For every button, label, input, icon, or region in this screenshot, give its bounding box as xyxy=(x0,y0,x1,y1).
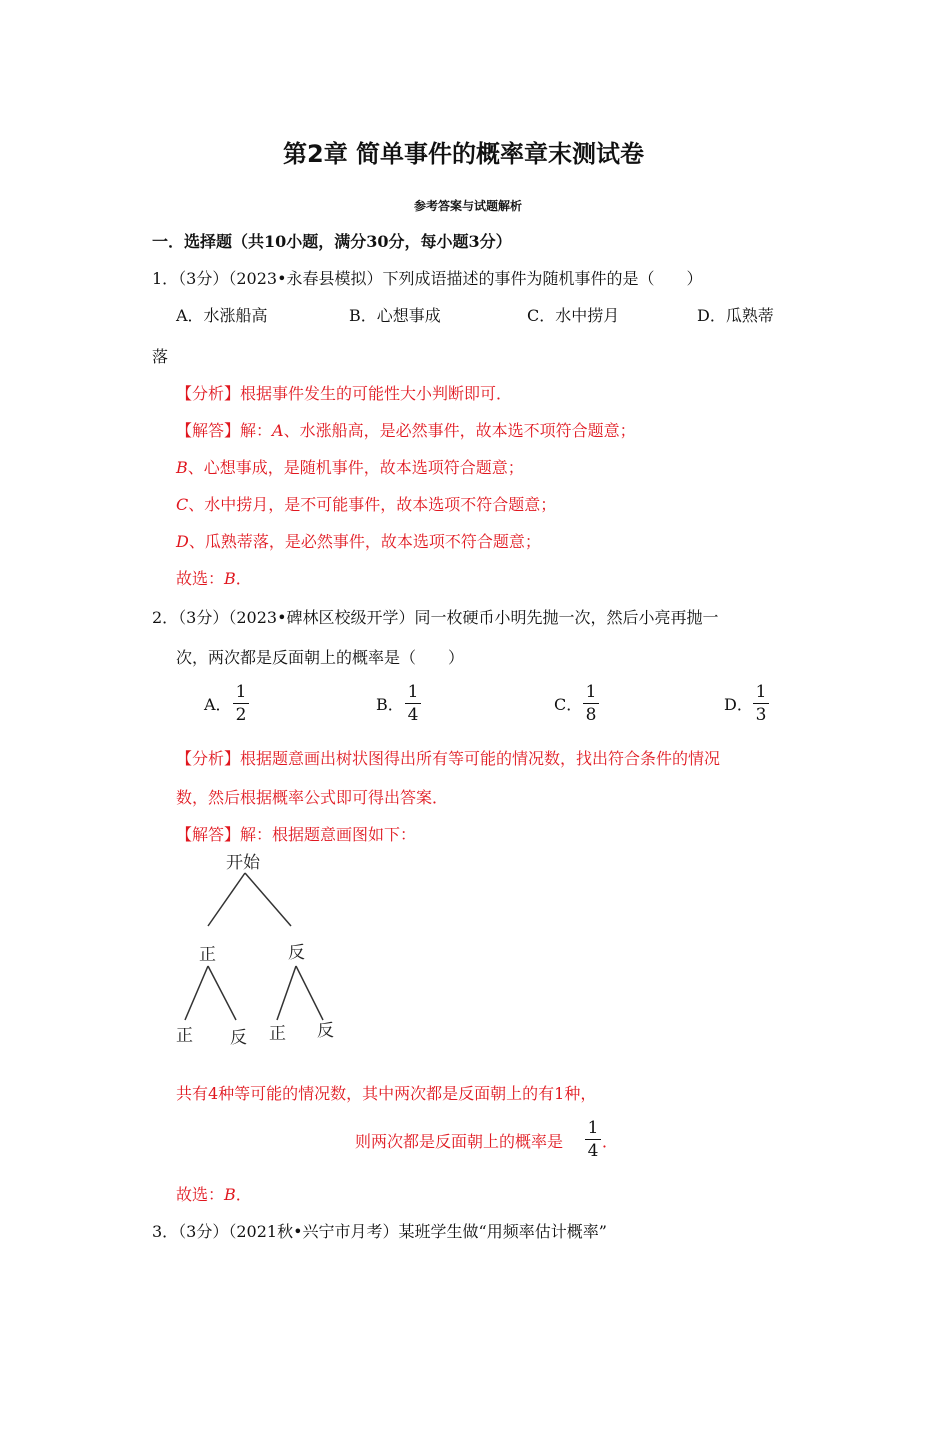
q2-choose xyxy=(176,1182,252,1205)
q2-probability-denominator: 4 xyxy=(587,1141,599,1161)
tree-branch xyxy=(208,966,236,1020)
q2-probability-numerator: 1 xyxy=(587,1118,599,1138)
q1-answer-b xyxy=(176,455,524,478)
q2-choose-label: 故选： xyxy=(176,1185,225,1204)
page-subtitle: 参考答案与试题解析 xyxy=(414,199,523,213)
tree-leaf-rl: 正 xyxy=(269,1024,286,1044)
q2-choose-letter: B xyxy=(224,1185,236,1204)
q2-option-d-fraction xyxy=(752,682,770,725)
q1-answer-d xyxy=(176,529,541,552)
q1-option-b: B．心想事成 xyxy=(349,306,441,325)
q2-option-c-numerator: 1 xyxy=(585,682,597,702)
q1-answer-a-letter: A xyxy=(272,421,284,440)
q1-answer-d-text: 、瓜熟蒂落，是必然事件，故本选项不符合题意； xyxy=(188,532,541,551)
q1-option-a: A．水涨船高 xyxy=(176,306,268,325)
tree-branch xyxy=(296,966,323,1020)
tree-root: 开始 xyxy=(226,853,260,873)
tree-branch xyxy=(208,873,245,926)
q1-answer-c-text: 、水中捞月，是不可能事件，故本选项不符合题意； xyxy=(188,495,557,514)
q2-option-a-label: A． xyxy=(204,695,232,714)
q2-option-d-denominator: 3 xyxy=(755,705,767,725)
q2-option-a-fraction xyxy=(232,682,250,725)
q1-answer-c xyxy=(176,492,556,515)
q2-option-a-denominator: 2 xyxy=(235,705,247,725)
q1-answer-a-text: 、水涨船高，是必然事件，故本选不项符合题意； xyxy=(283,421,636,440)
section-heading: 一．选择题（共10小题，满分30分，每小题3分） xyxy=(152,232,512,251)
q1-answer-b-letter: B xyxy=(176,458,188,477)
tree-leaf-lr: 反 xyxy=(230,1028,247,1048)
q2-probability-fraction xyxy=(584,1118,602,1161)
q1-answer-a xyxy=(176,418,636,441)
q2-answer-line: 【解答】解：根据题意画图如下： xyxy=(176,825,417,844)
q2-option-b-denominator: 4 xyxy=(407,705,419,725)
tree-node-right: 反 xyxy=(288,943,305,963)
q1-stem: 1．（3分）（2023•永春县模拟）下列成语描述的事件为随机事件的是（ ） xyxy=(152,269,703,288)
q1-answer-c-letter: C xyxy=(176,495,189,514)
q1-choose xyxy=(176,566,252,589)
q1-answer-d-letter: D xyxy=(176,532,189,551)
q2-option-c-denominator: 8 xyxy=(585,705,597,725)
tree-diagram xyxy=(165,848,355,1048)
q2-option-c-label: C． xyxy=(554,695,583,714)
q2-probability-text: 则两次都是反面朝上的概率是 xyxy=(355,1132,564,1151)
tree-leaf-rr: 反 xyxy=(317,1021,334,1041)
q1-option-c: C．水中捞月 xyxy=(527,306,620,325)
q1-choose-label: 故选： xyxy=(176,569,225,588)
q1-choose-end: ． xyxy=(235,569,252,588)
page-title: 第2章 简单事件的概率章末测试卷 xyxy=(283,140,645,168)
q2-option-c-fraction xyxy=(582,682,600,725)
q2-option-b-fraction xyxy=(404,682,422,725)
tree-branch xyxy=(277,966,296,1020)
q2-option-d-label: D． xyxy=(724,695,753,714)
q1-option-d: D．瓜熟蒂 xyxy=(697,306,774,325)
tree-node-left: 正 xyxy=(199,945,216,965)
q2-option-d-numerator: 1 xyxy=(755,682,767,702)
q2-analysis-line2: 数，然后根据概率公式即可得出答案． xyxy=(176,788,449,807)
tree-branch xyxy=(185,966,208,1020)
q2-probability-end: ． xyxy=(602,1132,619,1151)
q2-option-b-numerator: 1 xyxy=(407,682,419,702)
q3-stem: 3．（3分）（2021秋•兴宁市月考）某班学生做“用频率估计概率” xyxy=(152,1222,607,1241)
q2-choose-end: ． xyxy=(235,1185,252,1204)
q2-stem-line1: 2．（3分）（2023•碑林区校级开学）同一枚硬币小明先抛一次，然后小亮再抛一 xyxy=(152,608,719,627)
q2-summary: 共有4种等可能的情况数，其中两次都是反面朝上的有1种， xyxy=(176,1084,597,1103)
q1-choose-letter: B xyxy=(224,569,236,588)
q1-answer-head: 【解答】解： xyxy=(176,421,273,440)
tree-leaf-ll: 正 xyxy=(176,1026,193,1046)
q2-analysis-line1: 【分析】根据题意画出树状图得出所有等可能的情况数，找出符合条件的情况 xyxy=(176,749,721,768)
q2-option-a-numerator: 1 xyxy=(235,682,247,702)
q1-option-d-wrap: 落 xyxy=(152,347,169,366)
q1-analysis: 【分析】根据事件发生的可能性大小判断即可． xyxy=(176,384,513,403)
tree-branch xyxy=(245,873,291,926)
q1-answer-b-text: 、心想事成，是随机事件，故本选项符合题意； xyxy=(187,458,524,477)
q2-option-b-label: B． xyxy=(376,695,404,714)
q2-stem-line2: 次，两次都是反面朝上的概率是（ ） xyxy=(176,648,465,667)
